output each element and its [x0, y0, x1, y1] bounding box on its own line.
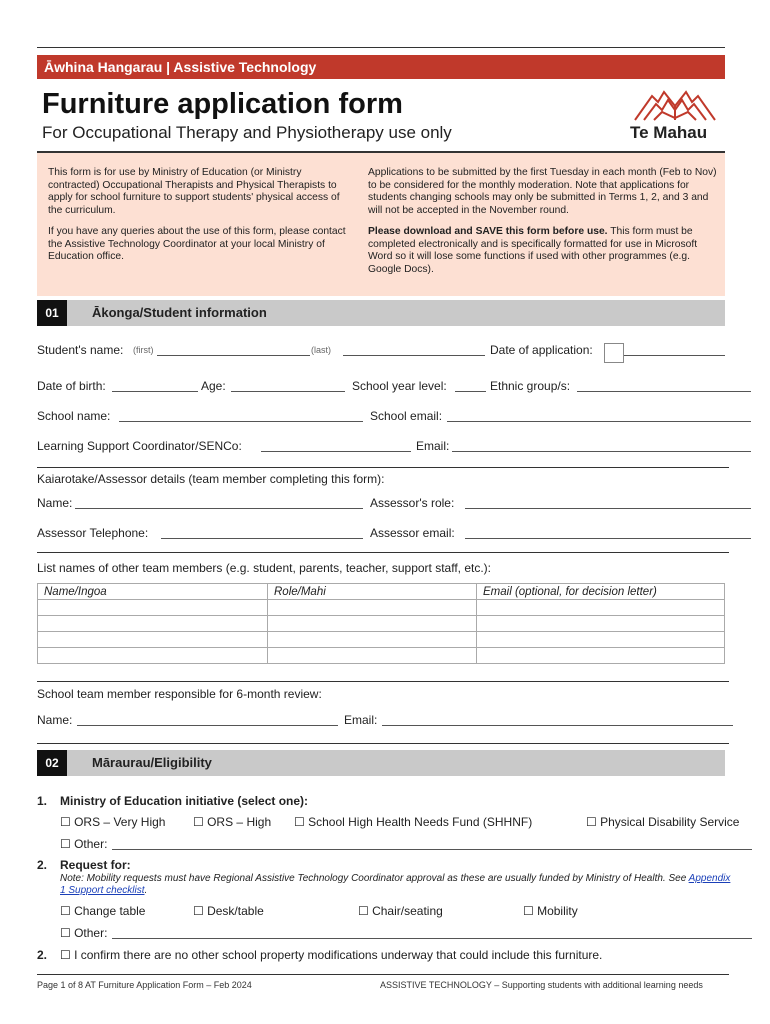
divider	[37, 743, 729, 744]
intro-left-paragraph-2: If you have any queries about the use of this form, please contact the Assistive Technology Coordinator at your local Ministry of Education office.	[48, 226, 346, 262]
section-title: Māraurau/Eligibility	[92, 755, 212, 770]
logo-text: Te Mahau	[630, 123, 708, 142]
ethnic-field[interactable]	[577, 391, 751, 392]
school-name-label: School name:	[37, 409, 111, 423]
q2-note	[60, 873, 732, 897]
other-initiative-field[interactable]	[112, 849, 752, 850]
q2-label: Request for:	[60, 858, 131, 872]
intro-right-paragraph-1: Applications to be submitted by the first Tuesday in each month (Feb to Nov) to be considered for the monthly moderation. Note that applications for students changing schools may only be submitted in Terms 1, 2, and 3 and will not be accepted in the November round.	[368, 167, 717, 216]
assessor-role-label: Assessor's role:	[370, 496, 455, 510]
q2-number: 2.	[37, 858, 48, 872]
ethnic-label: Ethnic group/s:	[490, 379, 571, 393]
review-name-field[interactable]	[77, 725, 338, 726]
name-cell[interactable]	[38, 616, 268, 632]
checkbox-chair-seating[interactable]: ☐ Chair/seating	[358, 904, 443, 918]
checkbox-desk-table[interactable]: ☐ Desk/table	[193, 904, 264, 918]
checkbox-other-request[interactable]: ☐ Other:	[60, 926, 108, 940]
checkbox-ors-high[interactable]: ☐ ORS – High	[193, 815, 272, 829]
footer-page-info: Page 1 of 8 AT Furniture Application Form – Feb 2024	[37, 980, 252, 990]
footer-tagline: ASSISTIVE TECHNOLOGY – Supporting students with additional learning needs	[380, 980, 703, 990]
assessor-name-label: Name:	[37, 496, 73, 510]
q1-number: 1.	[37, 794, 48, 808]
checkbox-other-initiative[interactable]: ☐ Other:	[60, 837, 108, 851]
section-number: 02	[37, 750, 67, 776]
checkbox-shhnf[interactable]: ☐ School High Health Needs Fund (SHHNF)	[294, 815, 533, 829]
review-heading: School team member responsible for 6-month review:	[37, 687, 322, 701]
appendix-link[interactable]: Appendix 1 Support checklist	[60, 873, 731, 896]
intro-panel	[37, 153, 725, 296]
intro-right-paragraph-2	[368, 226, 720, 276]
lsc-email-label: Email:	[416, 439, 450, 453]
last-name-field[interactable]	[343, 355, 485, 356]
intro-save-detail: This form must be completed electronically and is specifically formatted for use in Microsoft Word so it will lose some functions if used with other programmes (e.g. Google Docs).	[368, 226, 698, 275]
review-email-label: Email:	[344, 713, 378, 727]
school-email-label: School email:	[370, 409, 443, 423]
assessor-email-field[interactable]	[465, 538, 751, 539]
school-email-field[interactable]	[447, 421, 751, 422]
dob-field[interactable]	[112, 391, 198, 392]
te-mahau-logo-icon	[632, 86, 718, 124]
role-cell[interactable]	[268, 648, 477, 664]
dob-label: Date of birth:	[37, 379, 106, 393]
table-header-name: Name/Ingoa	[38, 584, 268, 600]
student-name-label: Student's name:	[37, 343, 124, 357]
school-year-label: School year level:	[352, 379, 447, 393]
section-header-eligibility	[37, 750, 725, 776]
page-title: Furniture application form	[42, 88, 403, 120]
intro-left-paragraph-1: This form is for use by Ministry of Education (or Ministry contracted) Occupational Therapists and Physical Therapists to apply for school furniture to support students' physical access of the curriculum.	[48, 167, 340, 216]
checkbox-mobility[interactable]: ☐ Mobility	[523, 904, 578, 918]
section-number: 01	[37, 300, 67, 326]
intro-save-warning: Please download and SAVE this form before use.	[368, 226, 608, 237]
table-row	[38, 616, 725, 632]
divider	[37, 467, 729, 468]
review-name-label: Name:	[37, 713, 73, 727]
age-field[interactable]	[231, 391, 345, 392]
first-name-hint: (first)	[133, 345, 154, 355]
section-header-student	[37, 300, 725, 326]
table-row	[38, 600, 725, 616]
team-heading: List names of other team members (e.g. student, parents, teacher, support staff, etc.):	[37, 561, 492, 575]
role-cell[interactable]	[268, 632, 477, 648]
date-picker-button[interactable]	[604, 343, 624, 363]
q1-label: Ministry of Education initiative (select one):	[60, 794, 309, 808]
assessor-email-label: Assessor email:	[370, 526, 455, 540]
school-year-field[interactable]	[455, 391, 486, 392]
q2-note-end: .	[144, 885, 148, 896]
assessor-phone-label: Assessor Telephone:	[37, 526, 149, 540]
table-row	[38, 648, 725, 664]
other-request-field[interactable]	[112, 938, 752, 939]
page-subtitle: For Occupational Therapy and Physiotherapy use only	[42, 123, 452, 142]
email-cell[interactable]	[477, 600, 725, 616]
footer-rule	[37, 974, 729, 975]
name-cell[interactable]	[38, 648, 268, 664]
q3-number: 2.	[37, 948, 48, 962]
section-title: Ākonga/Student information	[92, 305, 267, 320]
date-of-application-field[interactable]	[624, 355, 725, 356]
email-cell[interactable]	[477, 632, 725, 648]
email-cell[interactable]	[477, 648, 725, 664]
lsc-field[interactable]	[261, 451, 411, 452]
team-members-table	[37, 583, 725, 664]
checkbox-ors-very-high[interactable]: ☐ ORS – Very High	[60, 815, 166, 829]
assessor-name-field[interactable]	[75, 508, 363, 509]
divider	[37, 552, 729, 553]
first-name-field[interactable]	[157, 355, 310, 356]
checkbox-change-table[interactable]: ☐ Change table	[60, 904, 146, 918]
checkbox-physical-disability[interactable]: ☐ Physical Disability Service	[586, 815, 740, 829]
email-cell[interactable]	[477, 616, 725, 632]
table-header-row	[38, 584, 725, 600]
table-header-role: Role/Mahi	[268, 584, 477, 600]
top-rule	[37, 47, 725, 48]
age-label: Age:	[201, 379, 226, 393]
table-row	[38, 632, 725, 648]
lsc-email-field[interactable]	[452, 451, 751, 452]
role-cell[interactable]	[268, 616, 477, 632]
divider	[37, 681, 729, 682]
school-name-field[interactable]	[119, 421, 363, 422]
brand-banner: Āwhina Hangarau | Assistive Technology	[37, 55, 725, 79]
last-name-hint: (last)	[311, 345, 331, 355]
lsc-label: Learning Support Coordinator/SENCo:	[37, 439, 242, 453]
date-of-application-label: Date of application:	[490, 343, 593, 357]
assessor-heading: Kaiarotake/Assessor details (team member completing this form):	[37, 472, 385, 486]
table-header-email: Email (optional, for decision letter)	[477, 584, 725, 600]
review-email-field[interactable]	[382, 725, 733, 726]
assessor-phone-field[interactable]	[161, 538, 363, 539]
assessor-role-field[interactable]	[465, 508, 751, 509]
name-cell[interactable]	[38, 600, 268, 616]
role-cell[interactable]	[268, 600, 477, 616]
checkbox-confirm-no-modifications[interactable]: ☐ I confirm there are no other school property modifications underway that could include this furniture.	[60, 948, 603, 962]
q2-note-text: Note: Mobility requests must have Regional Assistive Technology Coordinator approval as these are usually funded by Ministry of Health. See	[60, 873, 689, 884]
name-cell[interactable]	[38, 632, 268, 648]
